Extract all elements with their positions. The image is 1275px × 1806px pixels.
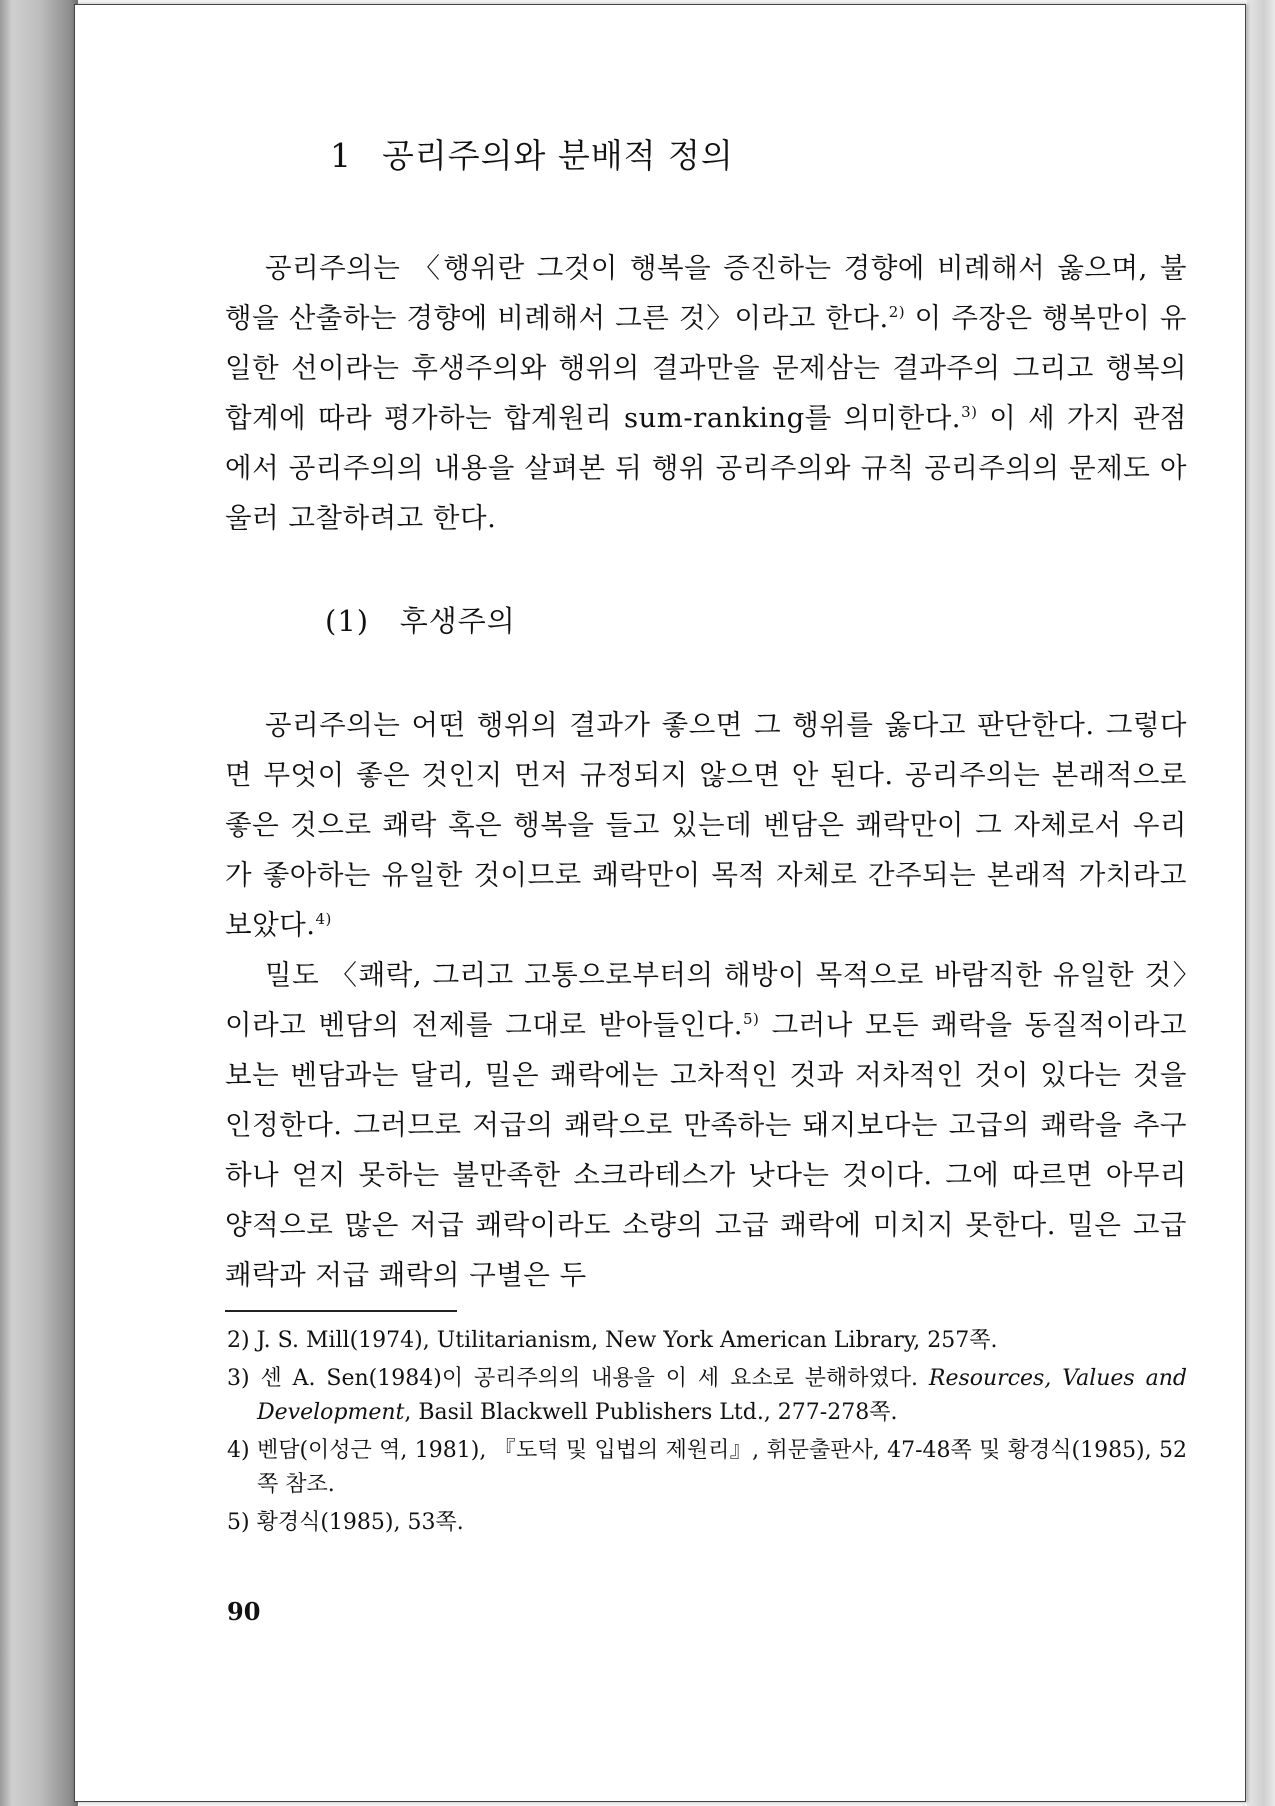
footnote-3-text-b: , Basil Blackwell Publishers Ltd., 277-278쪽.	[404, 1400, 898, 1425]
footnote-ref-4: 4)	[315, 909, 332, 928]
paragraph-2-text: 공리주의는 어떤 행위의 결과가 좋으면 그 행위를 옳다고 판단한다. 그렇다면 무엇이 좋은 것인지 먼저 규정되지 않으면 안 된다. 공리주의는 본래적으로 좋은 것으로 쾌락 혹은 행복을 들고 있는데 벤담은 쾌락만이 그 자체로서 우리가 좋아하는 유일한 것이므로 쾌락만이 목적 자체로 간주되는 본래적 가치라고 보았다.	[225, 709, 1187, 941]
subsection-number: (1)	[325, 604, 370, 638]
footnote-5: 5) 황경식(1985), 53쪽.	[227, 1510, 464, 1535]
paragraph-1-text-c: 이 세 가지 관점에서 공리주의의 내용을 살펴본 뒤 행위 공리주의와 규칙 공리주의의 문제도 아울러 고찰하려고 한다.	[225, 402, 1187, 534]
footnote-ref-5: 5)	[743, 1009, 760, 1028]
footnotes-list	[225, 1324, 1187, 1540]
book-page	[74, 4, 1246, 1802]
section-title	[225, 130, 1187, 177]
section-title-text: 공리주의와 분배적 정의	[382, 136, 734, 175]
book-spine-edge	[0, 0, 78, 1806]
footnote-2: 2) J. S. Mill(1974), Utilitarianism, New York American Library, 257쪽.	[227, 1328, 998, 1353]
paragraph-2	[225, 700, 1187, 950]
footnote-4: 4) 벤담(이성근 역, 1981), 『도덕 및 입법의 제원리』, 휘문출판사, 47-48쪽 및 황경식(1985), 52쪽 참조.	[227, 1438, 1187, 1497]
paragraph-3	[225, 950, 1187, 1300]
paragraph-1-text-b: 이 주장은 행복만이 유일한 선이라는 후생주의와 행위의 결과만을 문제삼는 결과주의 그리고 행복의 합계에 따라 평가하는 합계원리 sum-ranking를 의미한다.	[225, 302, 1187, 434]
book-right-edge	[1247, 0, 1275, 1806]
footnote-ref-3: 3)	[961, 402, 978, 421]
page-number: 90	[227, 1597, 261, 1626]
footnote-ref-2: 2)	[888, 302, 906, 321]
paragraph-3-text-b: 그러나 모든 쾌락을 동질적이라고 보는 벤담과는 달리, 밀은 쾌락에는 고차적인 것과 저차적인 것이 있다는 것을 인정한다. 그러므로 저급의 쾌락으로 만족하는 돼지보다는 고급의 쾌락을 추구하나 얻지 못하는 불만족한 소크라테스가 낫다는 것이다. 그에 따르면 아무리 양적으로 많은 저급 쾌락이라도 소량의 고급 쾌락에 미치지 못한다. 밀은 고급 쾌락과 저급 쾌락의 구별은 두	[225, 1009, 1187, 1291]
paragraph-3-text-a: 밀도 〈쾌락, 그리고 고통으로부터의 해방이 목적으로 바람직한 유일한 것〉이라고 벤담의 전제를 그대로 받아들인다.	[225, 959, 1187, 1041]
footnote-3-text-a: 3) 센 A. Sen(1984)이 공리주의의 내용을 이 세 요소로 분해하였다.	[227, 1366, 929, 1391]
subsection-title	[225, 599, 1187, 640]
footnote-3-book-title: Resources, Values and Development	[257, 1366, 1187, 1425]
section-number: 1	[330, 136, 352, 175]
paragraph-1	[225, 243, 1187, 543]
paragraph-1-text-a: 공리주의는 〈행위란 그것이 행복을 증진하는 경향에 비례해서 옳으며, 불행을 산출하는 경향에 비례해서 그른 것〉이라고 한다.	[225, 252, 1187, 334]
page-content	[225, 130, 1187, 1544]
footnote-divider	[225, 1310, 457, 1312]
footnote-3	[227, 1362, 1187, 1430]
subsection-title-text: 후생주의	[399, 604, 516, 638]
